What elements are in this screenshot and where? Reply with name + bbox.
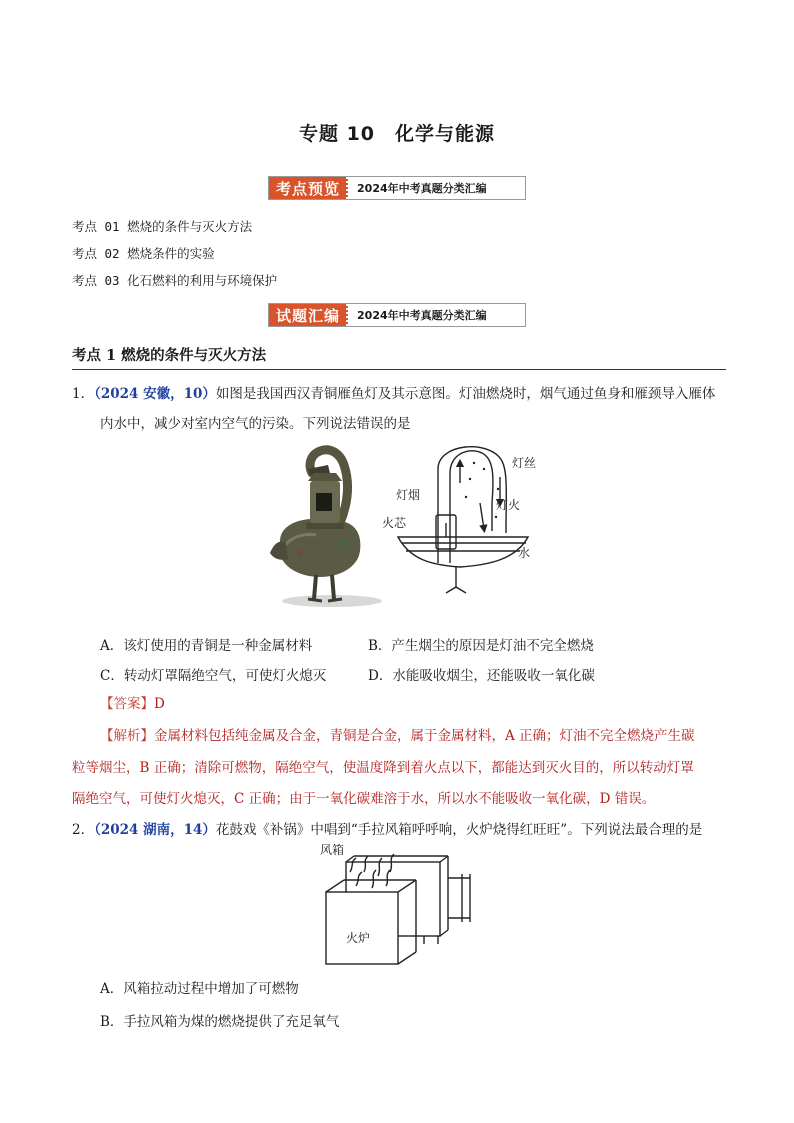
question-source: （2024 安徽，10） [94,386,216,402]
question-number: 1． [72,386,95,402]
questions-banner-subtitle: 2024年中考真题分类汇编 [357,309,487,322]
questions-banner [268,303,526,327]
page-title: 专题 10 化学与能源 [298,123,496,145]
question-number: 2． [72,822,95,838]
question-source: （2024 湖南，14） [94,822,216,838]
lamp-schematic [398,447,531,593]
questions-banner-tag: 试题汇编 [269,304,348,326]
label-smoke: 灯烟 [396,488,421,502]
topic-item: 考点 01 燃烧的条件与灭火方法 [72,219,253,234]
label-wick-wire: 灯丝 [512,456,537,470]
question-2-stem [72,820,702,840]
option-a: A．该灯使用的青铜是一种金属材料 [100,638,313,654]
preview-banner-tag: 考点预览 [269,177,348,199]
answer-line [100,694,165,714]
question-1-stem-cont: 内水中，减少对室内空气的污染。下列说法错误的是 [100,416,411,432]
answer-tag: 【答案】 [100,696,154,712]
label-water: 水 [518,546,531,560]
question-1-stem [72,384,715,404]
preview-banner [268,176,526,200]
option-d: D．水能吸收烟尘，还能吸收一氧化碳 [368,668,595,684]
analysis-line: 隔绝空气，可使灯火熄灭，C 正确；由于一氧化碳难溶于水，所以水不能吸收一氧化碳，D 错误。 [72,791,656,807]
option-b: B．手拉风箱为煤的燃烧提供了充足氧气 [100,1014,340,1030]
analysis-line [100,726,695,746]
label-flame: 灯火 [496,498,521,512]
analysis-tag: 【解析】 [100,728,154,744]
preview-banner-subtitle: 2024年中考真题分类汇编 [357,182,487,195]
label-core: 火芯 [382,516,407,530]
label-furnace: 火炉 [346,931,371,945]
option-c: C．转动灯罩隔绝空气，可使灯火熄灭 [100,668,327,684]
option-a: A．风箱拉动过程中增加了可燃物 [100,981,299,997]
topic-item: 考点 03 化石燃料的利用与环境保护 [72,273,278,288]
topic-item: 考点 02 燃烧条件的实验 [72,246,215,261]
answer-value: D [154,696,165,712]
bronze-lamp-figure [270,443,540,613]
label-bellows: 风箱 [320,843,345,857]
bronze-lamp-photo [270,450,382,607]
bellows-furnace-figure [320,842,485,970]
option-b: B．产生烟尘的原因是灯油不完全燃烧 [368,638,594,654]
analysis-text: 金属材料包括纯金属及合金，青铜是合金，属于金属材料，A 正确；灯油不完全燃烧产生碳 [154,728,695,744]
question-text: 如图是我国西汉青铜雁鱼灯及其示意图。灯油燃烧时，烟气通过鱼身和雁颈导入雁体 [215,386,716,402]
question-text: 花鼓戏《补锅》中唱到“手拉风箱呼呼响，火炉烧得红旺旺”。下列说法最合理的是 [215,822,703,838]
analysis-line: 粒等烟尘，B 正确；清除可燃物，隔绝空气，使温度降到着火点以下，都能达到灭火目的，所以转动灯罩 [72,760,694,776]
section-heading: 考点 1 燃烧的条件与灭火方法 [72,344,726,370]
